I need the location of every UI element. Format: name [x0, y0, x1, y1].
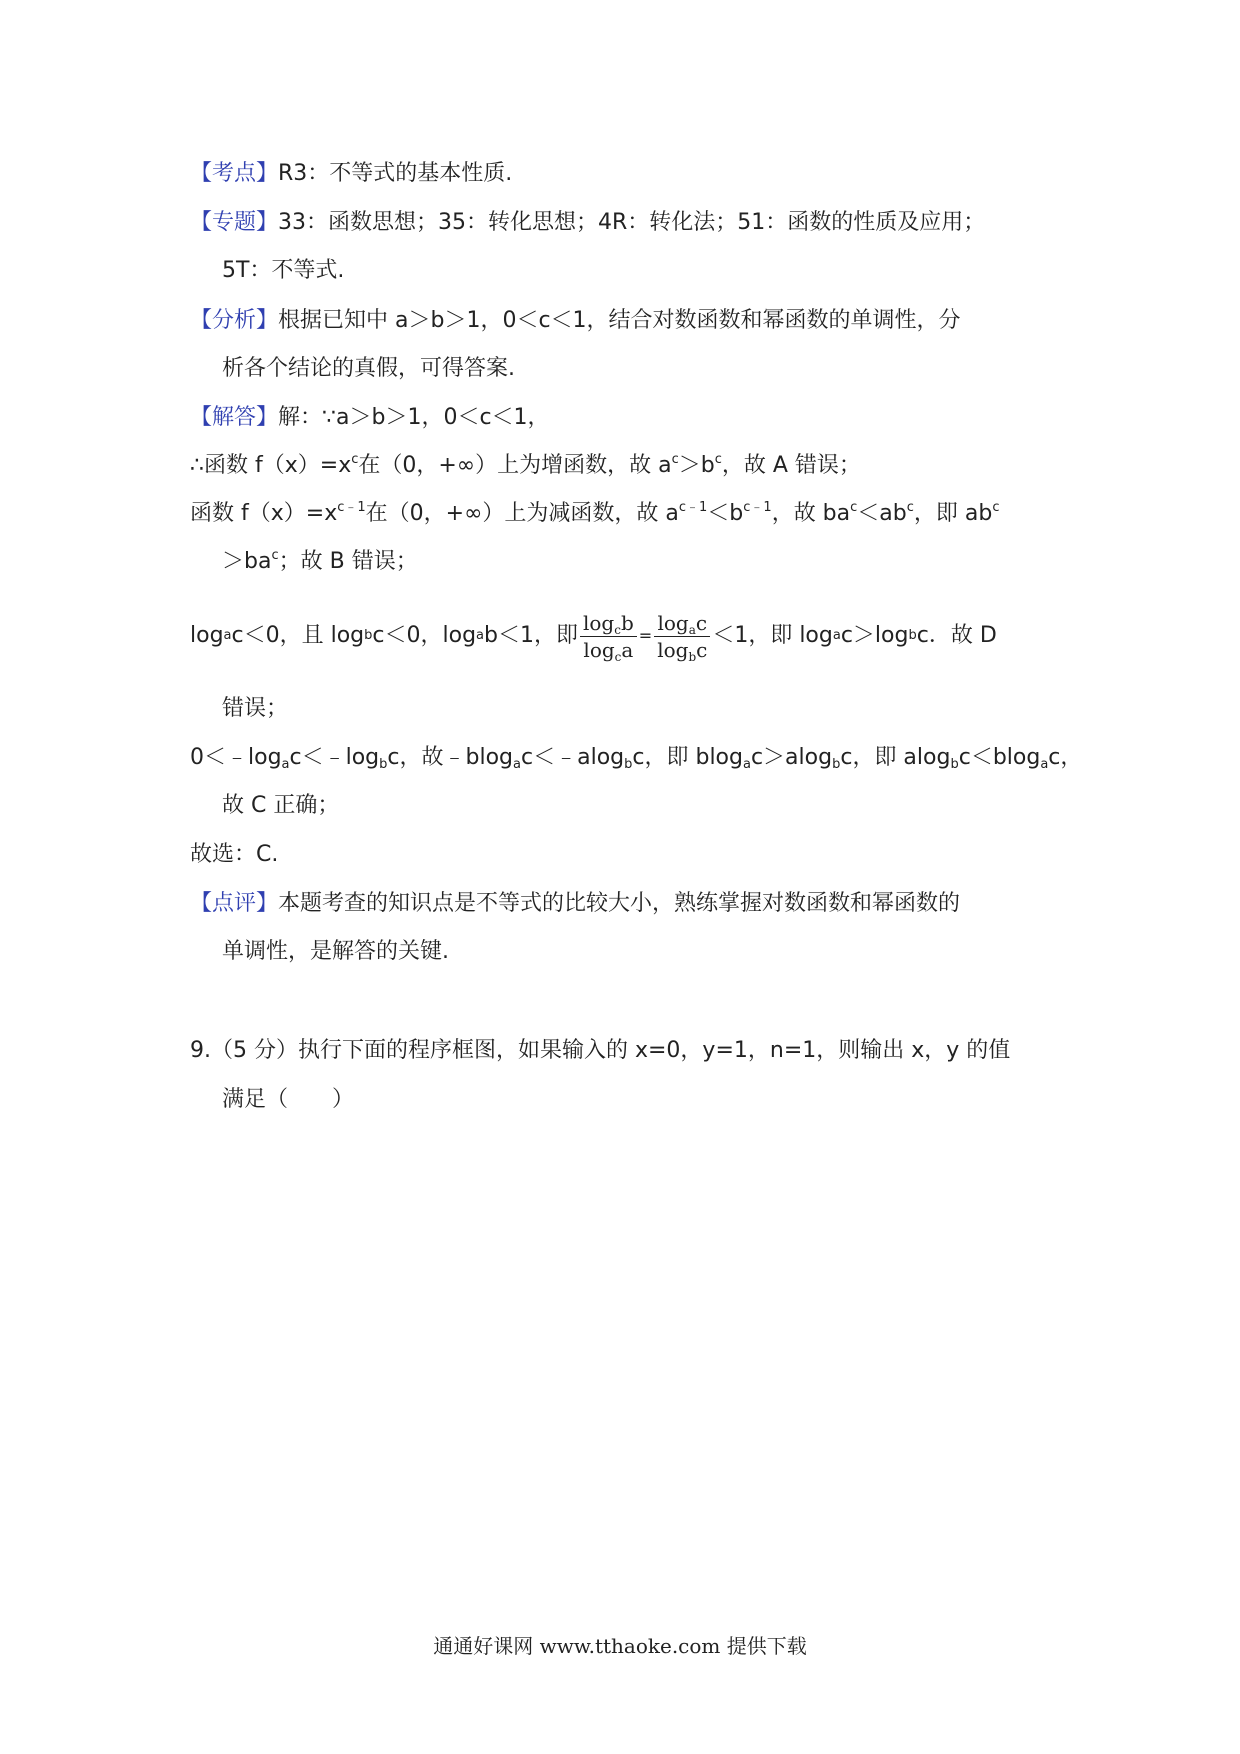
subscript: b [950, 757, 959, 772]
subscript: b [379, 757, 388, 772]
text-segment: 故 C 正确； [222, 793, 340, 818]
superscript: c [906, 500, 914, 515]
text-segment: ，即 ab [913, 501, 993, 526]
jieda-label: 【解答】 [190, 405, 279, 430]
fenxi-line-2 [222, 358, 515, 380]
subscript: a [688, 622, 696, 637]
log-text: log [582, 610, 615, 635]
text-segment: c，故﹣blog [387, 745, 514, 770]
text-segment: ；故 B 错误； [278, 549, 418, 574]
text-segment: ，故 ba [771, 501, 851, 526]
superscript: c [671, 452, 679, 467]
dianping-label: 【点评】 [190, 891, 279, 916]
subscript: b [688, 649, 697, 664]
solution-line-c-correct [222, 795, 339, 817]
dianping-text: 本题考查的知识点是不等式的比较大小，熟练掌握对数函数和幂函数的 [278, 891, 961, 916]
text-segment: c， [1048, 745, 1083, 770]
superscript: c﹣1 [678, 500, 708, 515]
fraction-numerator [654, 610, 710, 637]
fraction-denominator [580, 637, 636, 664]
text-segment: c＜﹣alog [521, 745, 625, 770]
answer-text: 故选：C. [190, 842, 279, 867]
argument: c [696, 637, 708, 662]
solution-line-decreasing [190, 500, 1000, 526]
log-text: log [657, 637, 689, 662]
text-segment: c＞alog [750, 745, 833, 770]
text-segment: c＜0，log [372, 623, 477, 648]
answer-line [190, 844, 278, 866]
text-segment: ＞b [678, 453, 715, 478]
fraction-denominator [654, 637, 710, 664]
dianping-line [190, 893, 960, 915]
superscript: c [351, 452, 359, 467]
text-segment: c＜0，且 log [231, 623, 365, 648]
text-segment: 错误； [222, 696, 289, 721]
subscript: a [281, 757, 290, 772]
log-text: log [583, 637, 615, 662]
subscript: a [513, 757, 521, 772]
dianping-text-2: 单调性，是解答的关键. [222, 939, 449, 964]
subscript: b [624, 757, 633, 772]
superscript: c﹣1 [337, 500, 366, 515]
argument: a [621, 637, 634, 662]
equals-sign: = [638, 626, 653, 645]
solution-line-increasing [190, 452, 861, 478]
superscript: c﹣1 [743, 500, 772, 515]
jieda-line [190, 407, 550, 429]
zhuanti-line-2 [222, 260, 344, 282]
subscript: c [614, 649, 622, 664]
subscript: b [832, 757, 841, 772]
superscript: c [271, 548, 279, 563]
superscript: c [850, 500, 858, 515]
text-segment: c＞log [840, 623, 909, 648]
question-9-line [190, 1040, 1010, 1062]
zhuanti-text: 33：函数思想；35：转化思想；4R：转化法；51：函数的性质及应用； [278, 210, 986, 235]
text-segment: log [190, 623, 224, 648]
subscript: a [1040, 757, 1049, 772]
zhuanti-text-2: 5T：不等式. [222, 258, 345, 283]
fenxi-text-2: 析各个结论的真假，可得答案. [222, 356, 515, 381]
text-segment: c＜blog [958, 745, 1041, 770]
page-footer: 通通好课网 www.tthaoke.com 提供下载 [433, 1634, 807, 1658]
text-segment: ＜b [707, 501, 744, 526]
text-segment: ＜1，即 log [712, 623, 833, 648]
fenxi-label: 【分析】 [190, 308, 279, 333]
argument: b [620, 610, 634, 635]
text-segment: 函数 f（x）=x [190, 501, 338, 526]
solution-line-b-wrong [222, 548, 418, 574]
jieda-text: 解：∵a＞b＞1，0＜c＜1， [278, 405, 550, 430]
kaodian-text: R3：不等式的基本性质. [278, 161, 513, 186]
question-9-text-2: 满足（ ） [222, 1087, 355, 1112]
text-segment: 在（0，+∞）上为减函数，故 a [365, 501, 679, 526]
log-text: log [657, 610, 689, 635]
fenxi-line [190, 310, 961, 332]
text-segment: ，故 A 错误； [721, 453, 861, 478]
text-segment: b＜1，即 [484, 623, 578, 648]
subscript: c [614, 622, 621, 637]
question-9-line-2 [222, 1089, 354, 1111]
fraction-numerator [580, 610, 637, 637]
text-segment: ∴函数 f（x）=x [190, 453, 352, 478]
text-segment: c＜﹣log [289, 745, 380, 770]
text-segment: c．故 D [916, 623, 997, 648]
solution-line-log: log a c＜0，且 log b c＜0，log a b＜1，即 $\frac{\log_cb}{\log_ca}$ = $\frac{\log_ac}{\log_bc}$ ＜1，即 log a c＞log b c．故 D [190, 610, 997, 664]
text-segment: ＜ab [857, 501, 907, 526]
kaodian-line [190, 163, 512, 185]
superscript: c [714, 452, 722, 467]
dianping-line-2 [222, 941, 449, 963]
solution-line-d-wrong [222, 698, 288, 720]
text-segment: ＞ba [222, 549, 272, 574]
question-9-text: 9.（5 分）执行下面的程序框图，如果输入的 x=0，y=1，n=1，则输出 x，y 的值 [190, 1038, 1011, 1063]
solution-line-compare [190, 745, 1083, 772]
subscript: a [742, 757, 751, 772]
fenxi-text: 根据已知中 a＞b＞1，0＜c＜1，结合对数函数和幂函数的单调性，分 [278, 308, 961, 333]
superscript: c [992, 500, 1000, 515]
fraction-logac-over-logbc [654, 610, 710, 664]
fraction-logcb-over-logca [580, 610, 637, 664]
zhuanti-label: 【专题】 [190, 210, 279, 235]
kaodian-label: 【考点】 [190, 161, 279, 186]
text-segment: 在（0，+∞）上为增函数，故 a [358, 453, 672, 478]
argument: c [695, 610, 708, 635]
text-segment: c，即 alog [840, 745, 951, 770]
text-segment: c，即 blog [632, 745, 743, 770]
text-segment: 0＜﹣log [190, 745, 282, 770]
zhuanti-line [190, 212, 985, 234]
